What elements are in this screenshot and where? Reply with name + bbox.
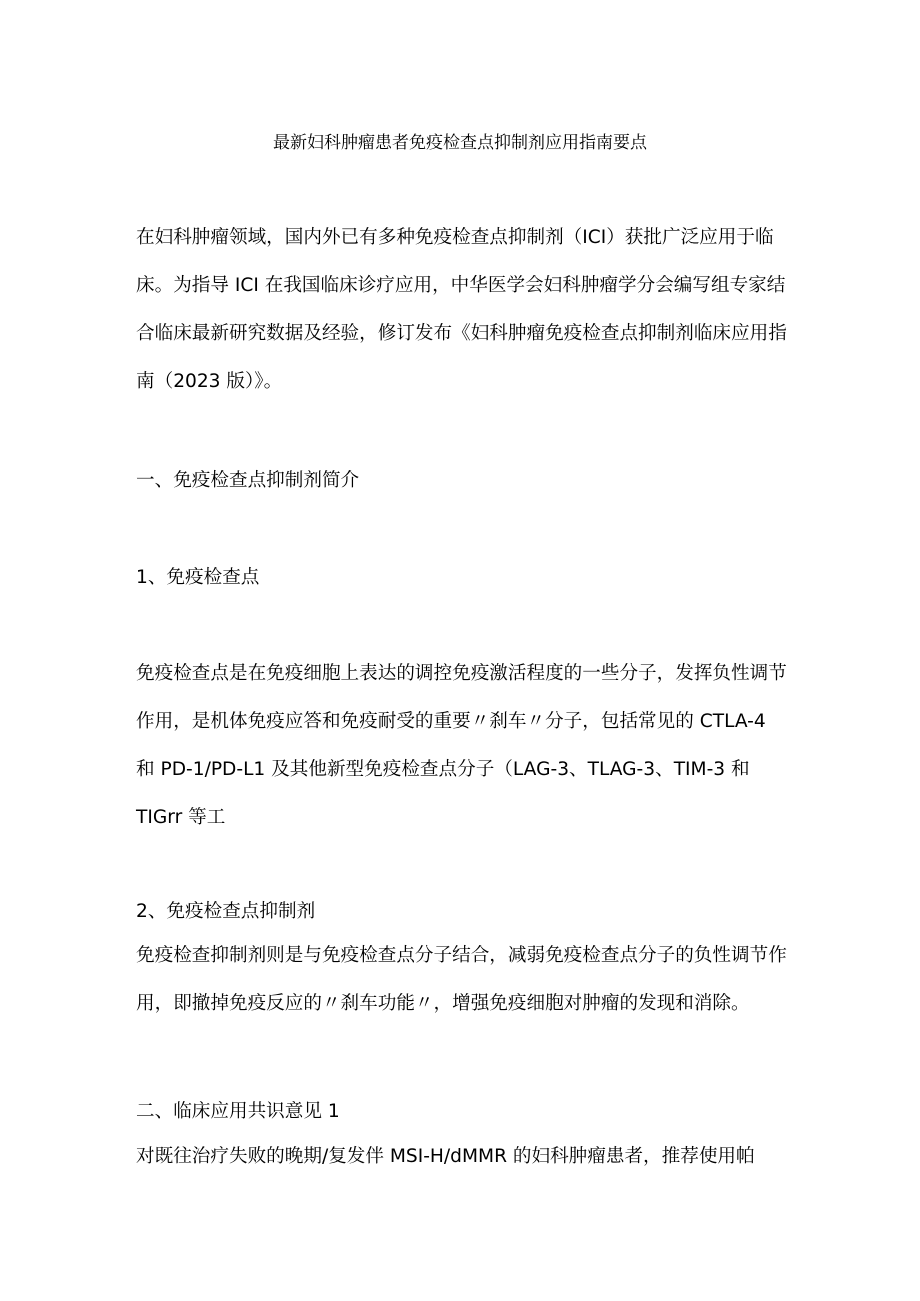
paragraph-line: 对既往治疗失败的晚期/复发伴 MSI-H/dMMR 的妇科肿瘤患者，推荐使用帕	[136, 1146, 755, 1167]
intro-paragraph	[136, 214, 796, 406]
paragraph-line: 免疫检查点是在免疫细胞上表达的调控免疫激活程度的一些分子，发挥负性调节	[136, 663, 787, 684]
paragraph-line: 免疫检查抑制剂则是与免疫检查点分子结合，减弱免疫检查点分子的负性调节作	[136, 945, 787, 966]
document-title: 最新妇科肿瘤患者免疫检查点抑制剂应用指南要点	[273, 133, 647, 153]
paragraph-line: 用，即撤掉免疫反应的〃刹车功能〃，增强免疫细胞对肿瘤的发现和消除。	[136, 993, 750, 1014]
paragraph-line: 和 PD-1/PD-L1 及其他新型免疫检查点分子（LAG-3、TLAG-3、TIM-3 和	[136, 759, 750, 780]
section-heading-1: 一、免疫检查点抑制剂简介	[136, 470, 360, 491]
subsection-1-paragraph	[136, 650, 796, 842]
intro-line: 床。为指导 ICI 在我国临床诊疗应用，中华医学会妇科肿瘤学分会编写组专家结	[136, 275, 786, 296]
paragraph-line: 作用，是机体免疫应答和免疫耐受的重要〃刹车〃分子，包括常见的 CTLA-4	[136, 711, 766, 732]
intro-line: 南（2023 版）》。	[136, 371, 283, 392]
paragraph-line: TIGrr 等工	[136, 807, 226, 828]
intro-line: 在妇科肿瘤领域，国内外已有多种免疫检查点抑制剂（ICI）获批广泛应用于临	[136, 227, 774, 248]
section-2-paragraph	[136, 1133, 796, 1181]
section-heading-2: 二、临床应用共识意见 1	[136, 1101, 340, 1122]
subsection-heading-2: 2、免疫检查点抑制剂	[136, 901, 316, 922]
intro-line: 合临床最新研究数据及经验，修订发布《妇科肿瘤免疫检查点抑制剂临床应用指	[136, 323, 787, 344]
subsection-2-paragraph	[136, 932, 796, 1028]
subsection-heading-1: 1、免疫检查点	[136, 567, 260, 588]
